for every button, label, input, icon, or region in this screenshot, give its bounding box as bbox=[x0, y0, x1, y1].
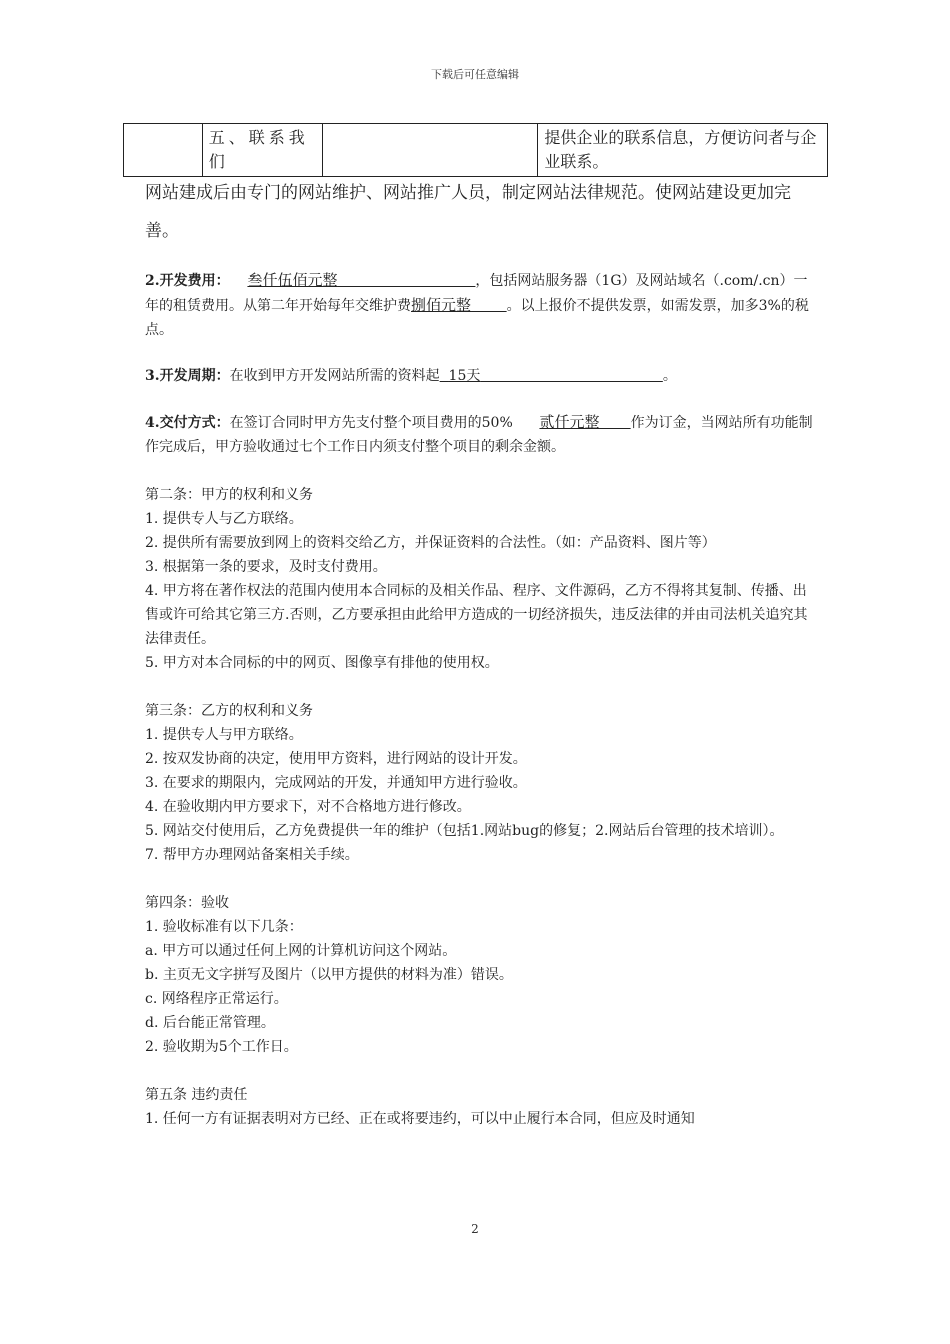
list-item: 1. 任何一方有证据表明对方已经、正在或将要违约，可以中止履行本合同，但应及时通知 bbox=[145, 1111, 695, 1127]
period-text: 在收到甲方开发网站所需的资料起 bbox=[229, 368, 440, 384]
list-item: 7. 帮甲方办理网站备案相关手续。 bbox=[145, 847, 359, 863]
deposit-amount: 贰仟元整 bbox=[539, 413, 600, 431]
delivery-text-2: 作为订金，当网站所有功能制作完成后，甲方验收通过七个工作日内须支付整个项目的剩余金额。 bbox=[145, 415, 813, 455]
period-paragraph bbox=[145, 364, 815, 388]
list-item: 1. 提供专人与乙方联络。 bbox=[145, 511, 303, 527]
delivery-text-1: 在签订合同时甲方先支付整个项目费用的50% bbox=[229, 415, 513, 431]
table-row bbox=[124, 124, 828, 177]
delivery-paragraph bbox=[145, 410, 815, 459]
table-cell-description: 提供企业的联系信息，方便访问者与企业联系。 bbox=[538, 124, 828, 177]
period-label: 3.开发周期： bbox=[145, 368, 230, 384]
fee-text-1: ，包括网站服务器（1G）及网站域名（.com/.cn）一年的租赁费用。从第二年开始每年交维护费 bbox=[145, 273, 808, 314]
feature-table bbox=[123, 123, 828, 177]
list-item: 2. 按双发协商的决定，使用甲方资料，进行网站的设计开发。 bbox=[145, 751, 527, 767]
list-item: 3. 在要求的期限内，完成网站的开发，并通知甲方进行验收。 bbox=[145, 775, 527, 791]
article-2-title: 第二条：甲方的权利和义务 bbox=[145, 487, 313, 503]
list-item: 5. 网站交付使用后，乙方免费提供一年的维护（包括1.网站bug的修复；2.网站后台管理的技术培训）。 bbox=[145, 823, 784, 839]
list-item: d. 后台能正常管理。 bbox=[145, 1015, 275, 1031]
period-days: 15天 bbox=[448, 368, 481, 384]
fee-amount: 叁仟伍佰元整 bbox=[247, 271, 338, 289]
list-item: 4. 甲方将在著作权法的范围内使用本合同标的及相关作品、程序、文件源码，乙方不得将其复制、传播、出售或许可给其它第三方.否则，乙方要承担由此给甲方造成的一切经济损失，违反法律的并由司法机关追究其法律责任。 bbox=[145, 583, 808, 647]
fee-paragraph bbox=[145, 268, 815, 342]
list-item: 1. 提供专人与甲方联络。 bbox=[145, 727, 303, 743]
period-end: 。 bbox=[662, 368, 677, 384]
list-item: 2. 提供所有需要放到网上的资料交给乙方，并保证资料的合法性。（如：产品资料、图片等） bbox=[145, 535, 716, 551]
table-cell bbox=[322, 124, 538, 177]
table-cell bbox=[124, 124, 203, 177]
list-item: a. 甲方可以通过任何上网的计算机访问这个网站。 bbox=[145, 943, 457, 959]
maintenance-fee: 捌佰元整 bbox=[411, 296, 472, 314]
intro-paragraph: 网站建成后由专门的网站维护、网站推广人员，制定网站法律规范。使网站建设更加完善。 bbox=[145, 183, 791, 241]
fee-text-2: 。以上报价不提供发票，如需发票，加多3%的税点。 bbox=[145, 298, 809, 338]
article-3-title: 第三条：乙方的权利和义务 bbox=[145, 703, 313, 719]
list-item: 4. 在验收期内甲方要求下，对不合格地方进行修改。 bbox=[145, 799, 471, 815]
list-item: 2. 验收期为5个工作日。 bbox=[145, 1039, 298, 1055]
list-item: 3. 根据第一条的要求，及时支付费用。 bbox=[145, 559, 387, 575]
list-item: b. 主页无文字拼写及图片（以甲方提供的材料为准）错误。 bbox=[145, 967, 513, 983]
article-5-title: 第五条 违约责任 bbox=[145, 1087, 248, 1103]
delivery-label: 4.交付方式： bbox=[145, 415, 230, 431]
list-item: c. 网络程序正常运行。 bbox=[145, 991, 288, 1007]
fee-label: 2.开发费用： bbox=[145, 273, 230, 289]
list-item: 1. 验收标准有以下几条： bbox=[145, 919, 303, 935]
fee-blank bbox=[230, 273, 476, 289]
page-number: 2 bbox=[471, 1222, 479, 1236]
page-header: 下载后可任意编辑 bbox=[431, 68, 519, 81]
contract-body bbox=[145, 268, 815, 1131]
table-cell-section: 五、联系我们 bbox=[202, 124, 322, 177]
article-4-title: 第四条：验收 bbox=[145, 895, 229, 911]
list-item: 5. 甲方对本合同标的中的网页、图像享有排他的使用权。 bbox=[145, 655, 499, 671]
